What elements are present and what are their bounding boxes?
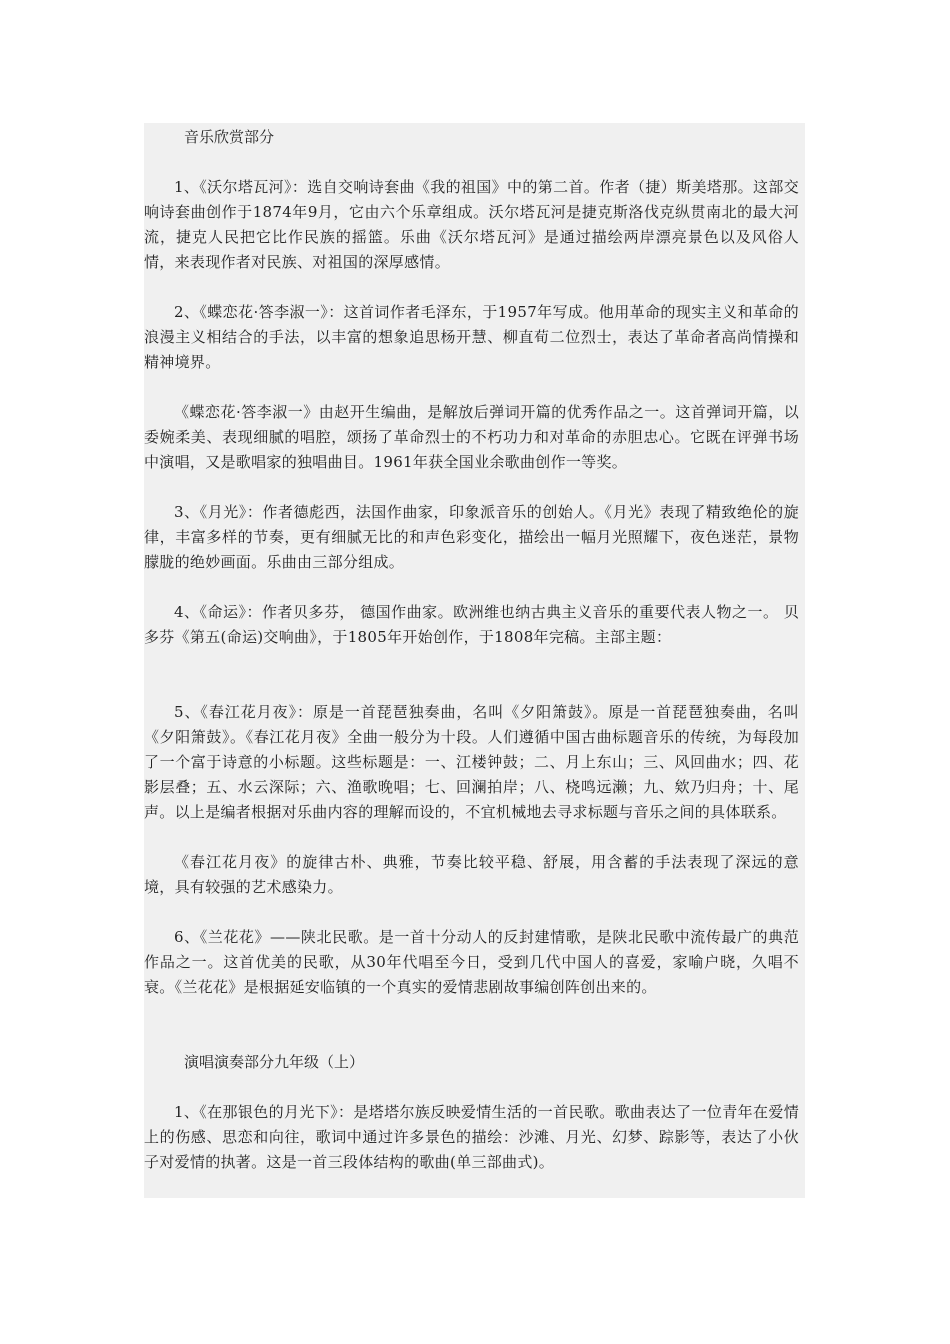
section-title-singing-performance: 演唱演奏部分九年级（上） <box>184 1053 365 1071</box>
paragraph-lanhuahua: 6、《兰花花》——陕北民歌。是一首十分动人的反封建情歌，是陕北民歌中流传最广的典范作品之一。这首优美的民歌，从30年代唱至今日，受到几代中国人的喜爱，家喻户晓，久唱不衰。《兰花花》是根据延安临镇的一个真实的爱情悲剧故事编创阵创出来的。 <box>144 928 799 996</box>
spacer <box>144 650 805 700</box>
paragraph-silver-moonlight: 1、《在那银色的月光下》：是塔塔尔族反映爱情生活的一首民歌。歌曲表达了一位青年在爱情上的伤感、思恋和向往，歌词中通过许多景色的描绘：沙滩、月光、幻梦、踪影等，表达了小伙子对爱情的执著。这是一首三段体结构的歌曲(单三部曲式)。 <box>144 1103 799 1171</box>
spacer <box>144 900 805 925</box>
spacer <box>144 375 805 400</box>
section-title-music-appreciation: 音乐欣赏部分 <box>184 128 275 146</box>
spacer <box>144 275 805 300</box>
spacer <box>144 825 805 850</box>
paragraph-vltava: 1、《沃尔塔瓦河》：选自交响诗套曲《我的祖国》中的第二首。作者（捷）斯美塔那。这部交响诗套曲创作于1874年9月，它由六个乐章组成。沃尔塔瓦河是捷克斯洛伐克纵贯南北的最大河流，捷克人民把它比作民族的摇篮。乐曲《沃尔塔瓦河》是通过描绘两岸漂亮景色以及风俗人情，来表现作者对民族、对祖国的深厚感情。 <box>144 178 799 271</box>
spacer <box>144 475 805 500</box>
paragraph-fate-symphony: 4、《命运》：作者贝多芬， 德国作曲家。欧洲维也纳古典主义音乐的重要代表人物之一。 贝多芬《第五(命运)交响曲》，于1805年开始创作，于1808年完稿。主部主题： <box>144 603 799 646</box>
spacer <box>144 150 805 175</box>
paragraph-butterfly-tanci: 《蝶恋花·答李淑一》由赵开生编曲，是解放后弹词开篇的优秀作品之一。这首弹词开篇，以委婉柔美、表现细腻的唱腔，颂扬了革命烈士的不朽功力和对革命的赤胆忠心。它既在评弹书场中演唱，又是歌唱家的独唱曲目。1961年获全国业余歌曲创作一等奖。 <box>144 403 799 471</box>
document-content <box>144 123 805 1198</box>
paragraph-spring-river-melody: 《春江花月夜》的旋律古朴、典雅，节奏比较平稳、舒展，用含蓄的手法表现了深远的意境，具有较强的艺术感染力。 <box>144 853 799 896</box>
paragraph-spring-river-flower-moon-night: 5、《春江花月夜》：原是一首琵琶独奏曲，名叫《夕阳箫鼓》。原是一首琵琶独奏曲，名叫《夕阳箫鼓》。《春江花月夜》全曲一般分为十段。人们遵循中国古曲标题音乐的传统，为每段加了一个富于诗意的小标题。这些标题是：一、江楼钟鼓；二、月上东山；三、风回曲水；四、花影层叠；五、水云深际；六、渔歌晚唱；七、回澜拍岸；八、桡鸣远濑；九、欸乃归舟；十、尾声。以上是编者根据对乐曲内容的理解而设的，不宜机械地去寻求标题与音乐之间的具体联系。 <box>144 703 799 821</box>
spacer <box>144 1075 805 1100</box>
spacer <box>144 1000 805 1050</box>
paragraph-clair-de-lune: 3、《月光》：作者德彪西，法国作曲家，印象派音乐的创始人。《月光》表现了精致绝伦的旋律，丰富多样的节奏，更有细腻无比的和声色彩变化，描绘出一幅月光照耀下，夜色迷茫，景物朦胧的绝妙画面。乐曲由三部分组成。 <box>144 503 799 571</box>
spacer <box>144 575 805 600</box>
paragraph-butterfly-love-flower: 2、《蝶恋花·答李淑一》：这首词作者毛泽东，于1957年写成。他用革命的现实主义和革命的浪漫主义相结合的手法，以丰富的想象追思杨开慧、柳直荀二位烈士，表达了革命者高尚情操和精神境界。 <box>144 303 799 371</box>
